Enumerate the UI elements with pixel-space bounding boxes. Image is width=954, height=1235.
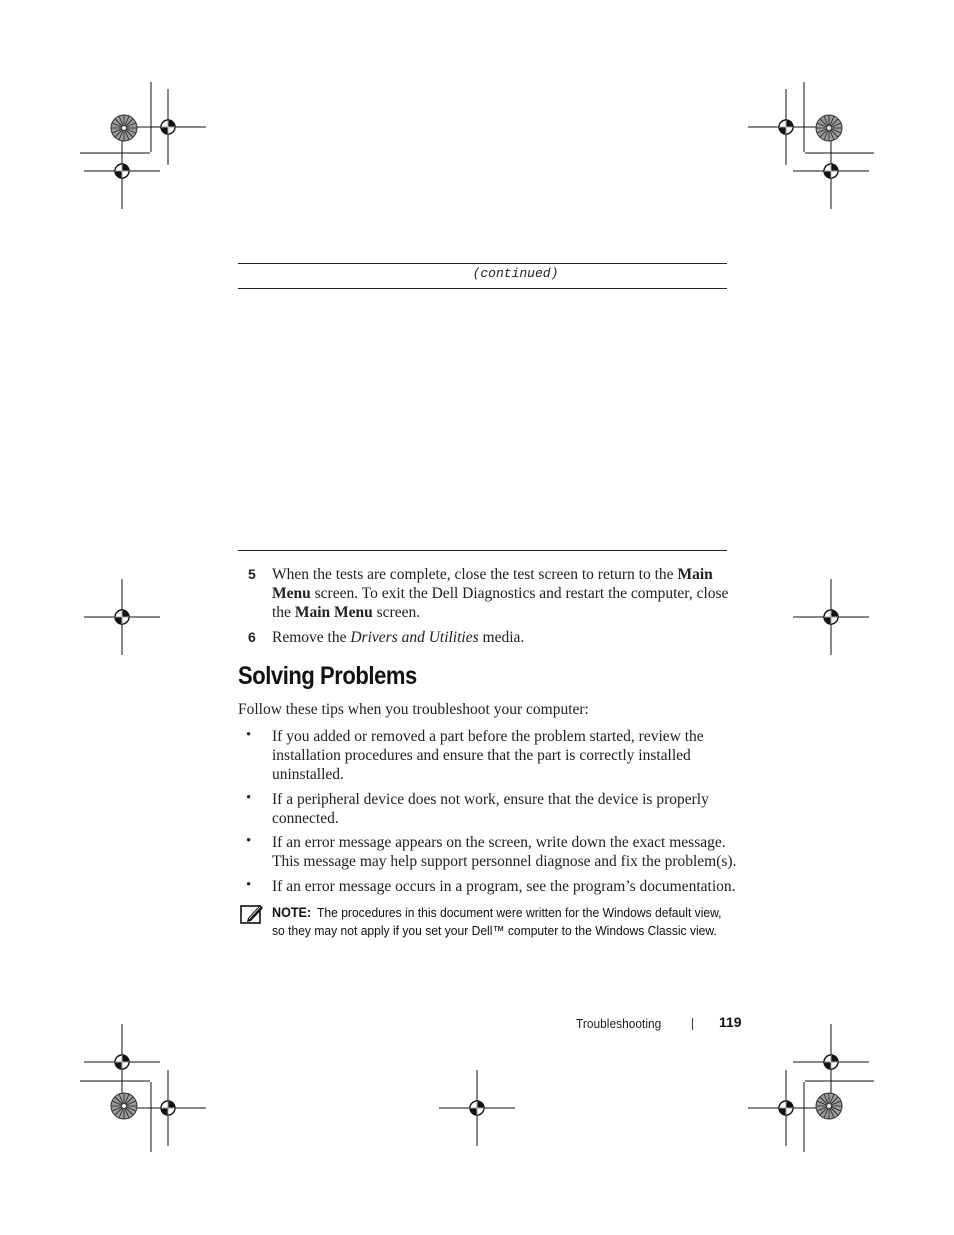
starburst-target-icon (816, 115, 842, 141)
step-number-5: 5 (248, 566, 256, 582)
list-item: If a peripheral device does not work, ensure that the device is properly connected. (272, 791, 709, 827)
bullet-icon: • (246, 790, 252, 806)
step-text-6 (272, 628, 742, 647)
table-continued-label: (continued) (472, 266, 559, 281)
footer-section-name: Troubleshooting (576, 1016, 662, 1031)
list-item: If an error message appears on the screen, write down the exact message. This message may help support personnel diagnose and fix the problem(s). (272, 834, 737, 870)
note-pencil-icon (240, 903, 264, 925)
registration-crosshair-icon (748, 89, 824, 165)
main-menu-term: Main Menu (294, 604, 373, 621)
registration-crosshair-icon (439, 1070, 515, 1146)
list-item: If you added or removed a part before the problem started, review the installation procedures and ensure that the part is correctly installed uninstalled. (272, 728, 704, 783)
starburst-target-icon (816, 1093, 842, 1119)
starburst-target-icon (111, 1093, 137, 1119)
step-5-text: screen. (372, 604, 421, 621)
registration-crosshair-icon (84, 1024, 160, 1100)
step-number-6: 6 (248, 629, 256, 645)
step-6-text: Remove the (272, 629, 351, 646)
section-intro: Follow these tips when you troubleshoot your computer: (238, 701, 589, 718)
table-top-rule (238, 263, 727, 264)
step-6-text: media. (478, 629, 525, 646)
bullet-icon: • (246, 833, 252, 849)
section-heading: Solving Problems (238, 662, 417, 690)
registration-crosshair-icon (793, 579, 869, 655)
starburst-target-icon (111, 115, 137, 141)
bullet-icon: • (246, 877, 252, 893)
list-item: If an error message occurs in a program, see the program’s documentation. (272, 878, 736, 895)
bullet-icon: • (246, 727, 252, 743)
registration-crosshair-icon (84, 133, 160, 209)
registration-crosshair-icon (84, 579, 160, 655)
step-text-5 (272, 565, 742, 622)
table-header-rule (238, 288, 727, 289)
footer-separator (692, 1018, 693, 1030)
main-menu-term: Main Menu (272, 566, 713, 602)
table-bottom-rule (238, 550, 727, 551)
media-name: Drivers and Utilities (350, 629, 479, 646)
registration-crosshair-icon (130, 89, 206, 165)
note-label: NOTE: (272, 905, 312, 920)
page-number: 119 (719, 1014, 742, 1030)
step-5-text: screen. To exit the Dell Diagnostics and restart the computer, close the (272, 585, 729, 621)
note-text: The procedures in this document were written for the Windows default view, so they may not apply if you set your Dell™ computer to the Windows Classic view. (272, 905, 722, 938)
note-block (272, 904, 728, 939)
step-5-text: When the tests are complete, close the test screen to return to the (272, 566, 678, 583)
